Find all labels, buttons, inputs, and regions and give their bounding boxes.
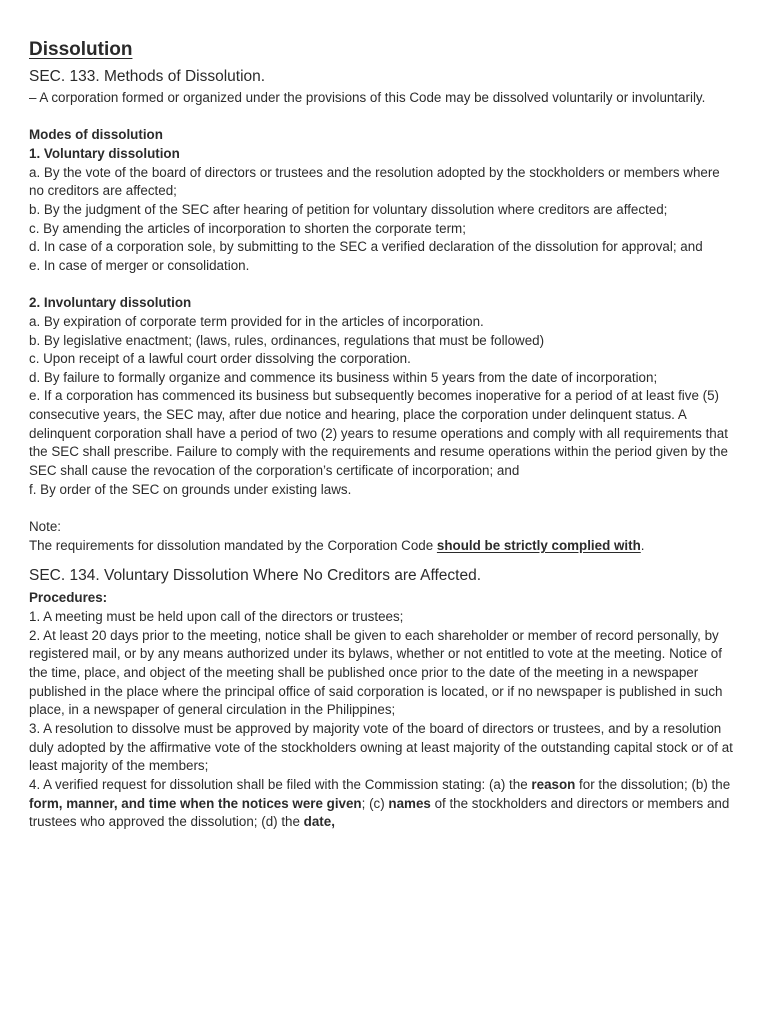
page-title: Dissolution bbox=[29, 39, 133, 60]
item4-bold-2: form, manner, and time when the notices were given bbox=[29, 795, 362, 811]
procedures-label: Procedures: bbox=[29, 590, 108, 606]
item4-bold-1: reason bbox=[531, 776, 576, 792]
spacer bbox=[29, 499, 738, 518]
item4-text-3: ; (c) bbox=[361, 795, 389, 811]
involuntary-label: 2. Involuntary dissolution bbox=[29, 295, 192, 311]
list-item: 1. A meeting must be held upon call of the directors or trustees; bbox=[29, 609, 404, 625]
list-item: 3. A resolution to dissolve must be approved by majority vote of the board of directors or trustees, and by a resolution duly adopted by the affirmative vote of the stockholders owning at least majority of the outstanding capital stock or of at least majority of the members; bbox=[29, 720, 733, 774]
note-text: The requirements for dissolution mandated by the Corporation Code bbox=[29, 537, 437, 553]
item4-bold-4: date, bbox=[303, 814, 335, 830]
item4-bold-3: names bbox=[388, 795, 431, 811]
item4-text-4: of the stockholders and directors or members and trustees who approved the dissolution; (d) the bbox=[29, 795, 730, 830]
note-label: Note: bbox=[29, 519, 62, 535]
item4-text-1: 4. A verified request for dissolution shall be filed with the Commission stating: (a) the bbox=[29, 776, 532, 792]
item4-text-2: for the dissolution; (b) the bbox=[575, 776, 731, 792]
list-item: d. In case of a corporation sole, by submitting to the SEC a verified declaration of the dissolution for approval; and bbox=[29, 239, 703, 255]
note-paragraph bbox=[29, 537, 738, 556]
modes-label: Modes of dissolution bbox=[29, 127, 163, 143]
section-133-title: SEC. 133. Methods of Dissolution. bbox=[29, 68, 266, 85]
spacer bbox=[29, 276, 738, 295]
list-item: f. By order of the SEC on grounds under existing laws. bbox=[29, 481, 352, 497]
voluntary-label: 1. Voluntary dissolution bbox=[29, 145, 180, 161]
list-item: 2. At least 20 days prior to the meeting, notice shall be given to each shareholder or member of record personally, by registered mail, or by any means authorized under its bylaws, whether or not entitled to vote at the meeting. Notice of the time, place, and object of the meeting shall be published once prior to the date of the meeting in a newspaper published in the place where the principal office of said corporation is located, or if no newspaper is published in such place, in a newspaper of general circulation in the Philippines; bbox=[29, 627, 723, 718]
note-end: . bbox=[640, 537, 645, 553]
list-item: a. By expiration of corporate term provided for in the articles of incorporation. bbox=[29, 313, 484, 329]
note-emphasis: should be strictly complied with bbox=[436, 537, 641, 553]
list-item: b. By legislative enactment; (laws, rules, ordinances, regulations that must be followed) bbox=[29, 332, 545, 348]
section-134-title: SEC. 134. Voluntary Dissolution Where No Creditors are Affected. bbox=[29, 567, 482, 585]
list-item: e. If a corporation has commenced its business but subsequently becomes inoperative for a period of at least five (5) consecutive years, the SEC may, after due notice and hearing, place the corporation under delinquent status. A delinquent corporation shall have a period of two (2) years to resume operations and comply with all requirements that the SEC shall prescribe. Failure to comply with the requirements and resume operations within the period given by the SEC shall cause the revocation of the corporation’s certificate of incorporation; and bbox=[29, 388, 728, 479]
list-item: e. In case of merger or consolidation. bbox=[29, 257, 250, 273]
list-item-4 bbox=[29, 776, 738, 832]
list-item: c. By amending the articles of incorporation to shorten the corporate term; bbox=[29, 220, 466, 236]
list-item: d. By failure to formally organize and commence its business within 5 years from the date of incorporation; bbox=[29, 369, 658, 385]
list-item: c. Upon receipt of a lawful court order dissolving the corporation. bbox=[29, 351, 411, 367]
section-133-intro: – A corporation formed or organized under the provisions of this Code may be dissolved voluntarily or involuntarily. bbox=[29, 90, 706, 105]
list-item: b. By the judgment of the SEC after hearing of petition for voluntary dissolution where creditors are affected; bbox=[29, 201, 668, 217]
list-item: a. By the vote of the board of directors or trustees and the resolution adopted by the stockholders or members where no creditors are affected; bbox=[29, 164, 720, 199]
spacer bbox=[29, 108, 738, 127]
